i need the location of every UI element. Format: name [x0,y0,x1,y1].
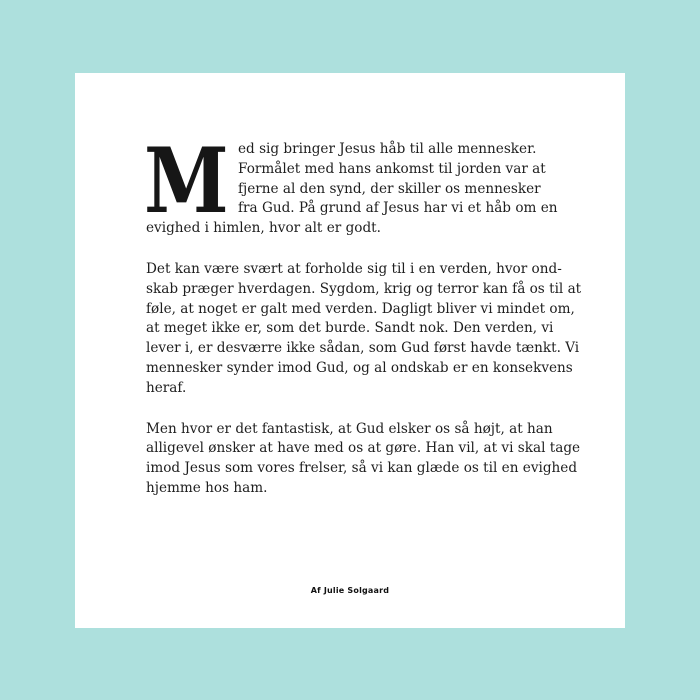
paragraph-line: hjemme hos ham. [146,479,268,496]
paragraph-line: Men hvor er det fantastisk, at Gud elsker os så højt, at han [146,420,553,437]
page-card [75,73,625,628]
paragraph-2 [146,260,582,399]
intro-line: evighed i himlen, hvor alt er godt. [146,220,381,237]
paragraph-line: alligevel ønsker at have med os at gøre. Han vil, at vi skal tage [146,440,581,457]
intro-paragraph [144,128,558,239]
article-body [144,128,582,499]
intro-line: Formålet med hans ankomst til jorden var at [238,160,546,177]
drop-cap: M [144,128,227,234]
paragraph-line: Det kan være svært at forholde sig til i en verden, hvor ond- [146,261,562,277]
intro-line: ed sig bringer Jesus håb til alle mennesker. [238,141,537,157]
paragraph-line: skab præger hverdagen. Sygdom, krig og terror kan få os til at [146,280,582,297]
paragraph-line: lever i, er desværre ikke sådan, som Gud først havde tænkt. Vi [146,340,580,357]
paragraph-line: mennesker synder imod Gud, og al ondskab er en konsekvens [146,359,573,376]
intro-line: fra Gud. På grund af Jesus har vi et håb om en [238,200,558,217]
intro-line: fjerne al den synd, der skiller os mennesker [238,180,541,197]
paragraph-3 [146,420,581,499]
paragraph-line: at meget ikke er, som det burde. Sandt nok. Den verden, vi [146,320,554,337]
paragraph-line: imod Jesus som vores frelser, så vi kan glæde os til en evighed [146,460,578,477]
paragraph-line: føle, at noget er galt med verden. Dagligt bliver vi mindet om, [146,300,575,317]
paragraph-line: heraf. [146,379,187,396]
author-byline: Af Julie Solgaard [310,586,390,595]
